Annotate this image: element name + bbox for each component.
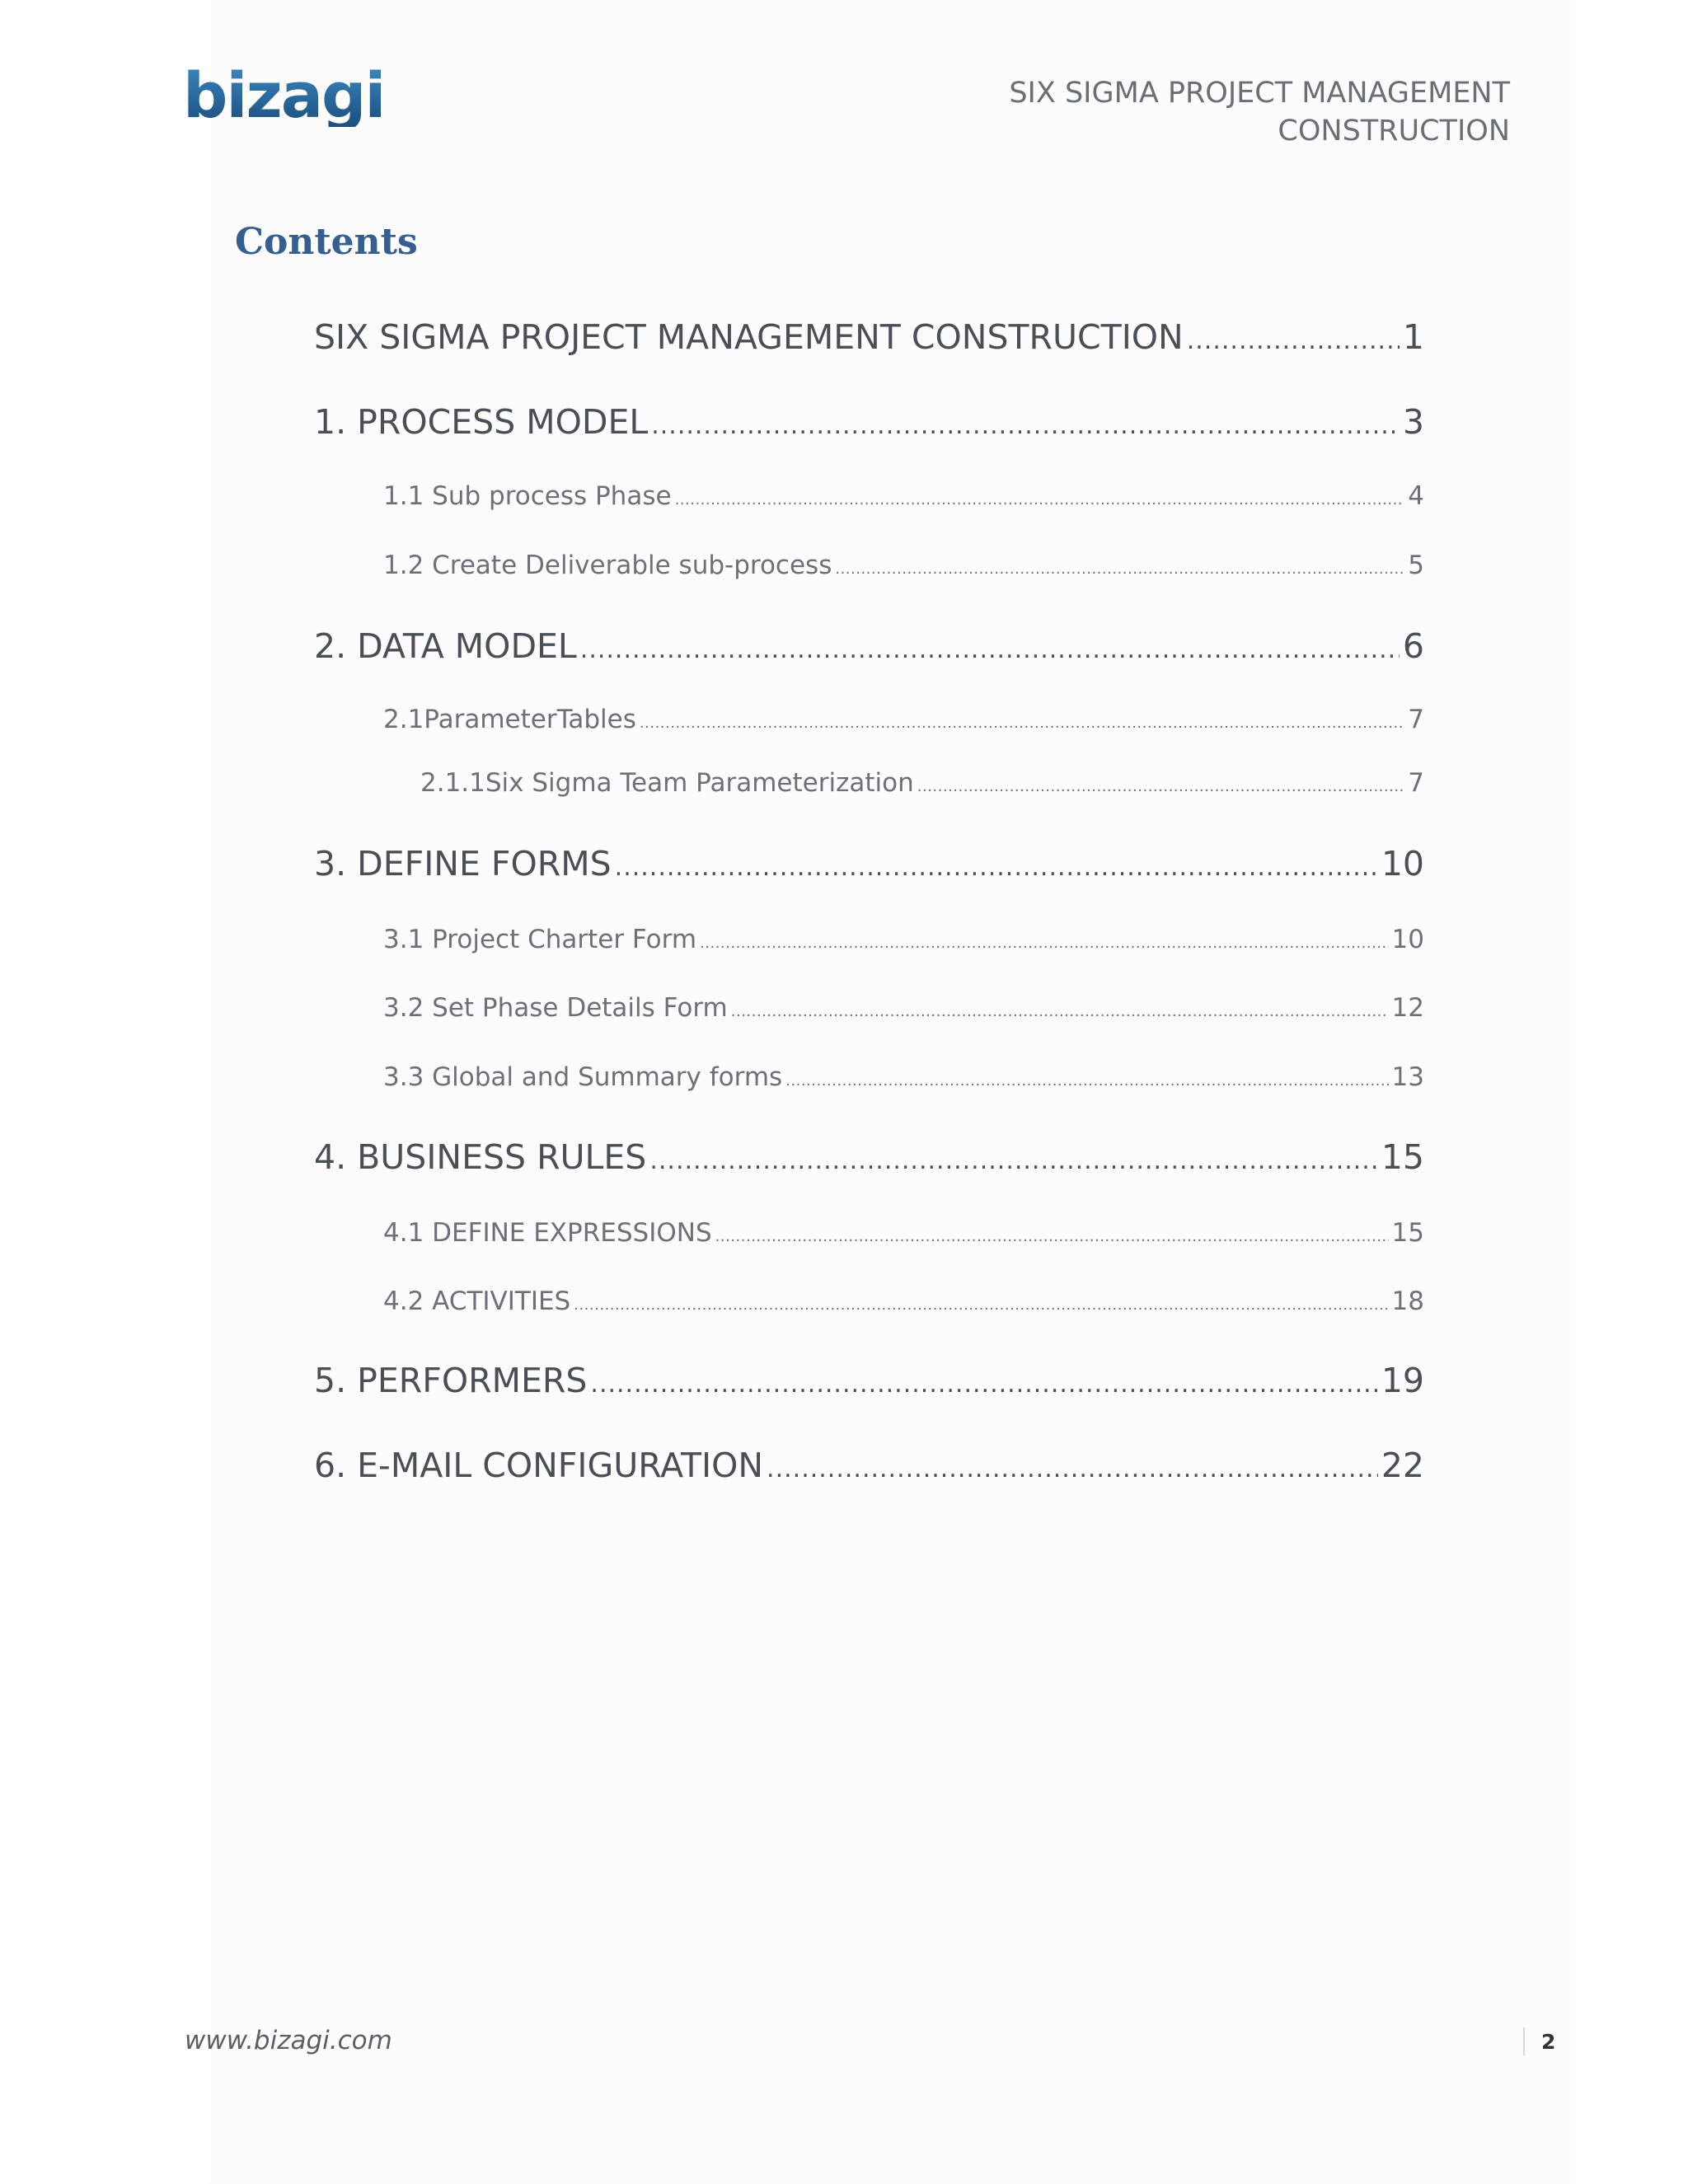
toc-leader-dots — [675, 491, 1405, 509]
toc-entry-label: 4.1 DEFINE EXPRESSIONS — [383, 1218, 712, 1248]
toc-entry-label: SIX SIGMA PROJECT MANAGEMENT CONSTRUCTION — [314, 317, 1184, 357]
toc-leader-dots — [640, 715, 1404, 732]
toc-entry-page: 3 — [1402, 402, 1424, 442]
toc-entry-page: 10 — [1391, 925, 1424, 954]
toc-leader-dots — [574, 1296, 1388, 1314]
toc-entry[interactable] — [314, 626, 1424, 666]
toc-entry-label: 5. PERFORMERS — [314, 1361, 588, 1400]
toc-leader-dots — [1187, 326, 1400, 355]
toc-entry-page: 10 — [1381, 844, 1424, 883]
header-title-line-1: SIX SIGMA PROJECT MANAGEMENT — [1009, 77, 1510, 110]
toc-entry-page: 15 — [1381, 1137, 1424, 1177]
toc-leader-dots — [651, 411, 1400, 440]
toc-entry-label: 3.1 Project Charter Form — [383, 925, 697, 954]
toc-entry[interactable] — [383, 925, 1424, 954]
toc-entry-page: 5 — [1408, 551, 1424, 580]
toc-entry[interactable] — [383, 1218, 1424, 1248]
toc-entry[interactable] — [314, 1137, 1424, 1177]
toc-entry[interactable] — [383, 993, 1424, 1023]
toc-entry[interactable] — [383, 1062, 1424, 1092]
toc-leader-dots — [580, 635, 1400, 664]
toc-entry[interactable] — [383, 551, 1424, 580]
toc-entry-page: 22 — [1381, 1446, 1424, 1485]
toc-entry-page: 6 — [1402, 626, 1424, 666]
bizagi-logo: bizagi — [183, 59, 385, 132]
toc-leader-dots — [590, 1370, 1377, 1399]
toc-entry-label: 1.2 Create Deliverable sub-process — [383, 551, 832, 580]
toc-leader-dots — [731, 1003, 1389, 1020]
toc-entry[interactable] — [314, 317, 1424, 357]
toc-leader-dots — [615, 853, 1378, 882]
toc-entry[interactable] — [314, 1446, 1424, 1485]
toc-entry-label: 3. DEFINE FORMS — [314, 844, 612, 883]
toc-entry[interactable] — [383, 481, 1424, 511]
toc-entry-label: 4. BUSINESS RULES — [314, 1137, 647, 1177]
toc-entry-page: 18 — [1391, 1286, 1424, 1316]
toc-entry-page: 12 — [1391, 993, 1424, 1023]
toc-entry-page: 13 — [1391, 1062, 1424, 1092]
toc-leader-dots — [649, 1146, 1377, 1175]
toc-leader-dots — [767, 1455, 1378, 1483]
toc-entry-label: 1.1 Sub process Phase — [383, 481, 672, 511]
toc-entry[interactable] — [420, 768, 1424, 798]
toc-leader-dots — [835, 560, 1404, 578]
toc-entry-label: 3.2 Set Phase Details Form — [383, 993, 728, 1023]
toc-entry-page: 7 — [1408, 705, 1424, 734]
toc-entry-label: 1. PROCESS MODEL — [314, 402, 649, 442]
toc-entry-label: 2.1ParameterTables — [383, 705, 636, 734]
toc-entry-page: 4 — [1408, 481, 1424, 511]
toc-entry-label: 4.2 ACTIVITIES — [383, 1286, 571, 1316]
toc-entry[interactable] — [314, 402, 1424, 442]
toc-leader-dots — [917, 778, 1405, 795]
toc-entry-label: 6. E-MAIL CONFIGURATION — [314, 1446, 764, 1485]
toc-entry-label: 2.1.1Six Sigma Team Parameterization — [420, 768, 914, 798]
header-title-line-2: CONSTRUCTION — [1278, 115, 1510, 148]
footer-page-number: 2 — [1523, 2027, 1555, 2055]
toc-entry-label: 3.3 Global and Summary forms — [383, 1062, 783, 1092]
toc-entry-page: 19 — [1381, 1361, 1424, 1400]
toc-entry[interactable] — [314, 1361, 1424, 1400]
toc-entry[interactable] — [383, 705, 1424, 734]
toc-entry-page: 7 — [1408, 768, 1424, 798]
toc-entry[interactable] — [383, 1286, 1424, 1316]
toc-entry-page: 1 — [1402, 317, 1424, 357]
toc-leader-dots — [715, 1228, 1389, 1245]
toc-entry[interactable] — [314, 844, 1424, 883]
toc-entry-page: 15 — [1391, 1218, 1424, 1248]
toc-entry-label: 2. DATA MODEL — [314, 626, 577, 666]
footer-website-link[interactable]: www.bizagi.com — [185, 2026, 392, 2055]
toc-leader-dots — [785, 1072, 1388, 1090]
toc-leader-dots — [700, 935, 1389, 952]
contents-heading: Contents — [235, 221, 418, 263]
